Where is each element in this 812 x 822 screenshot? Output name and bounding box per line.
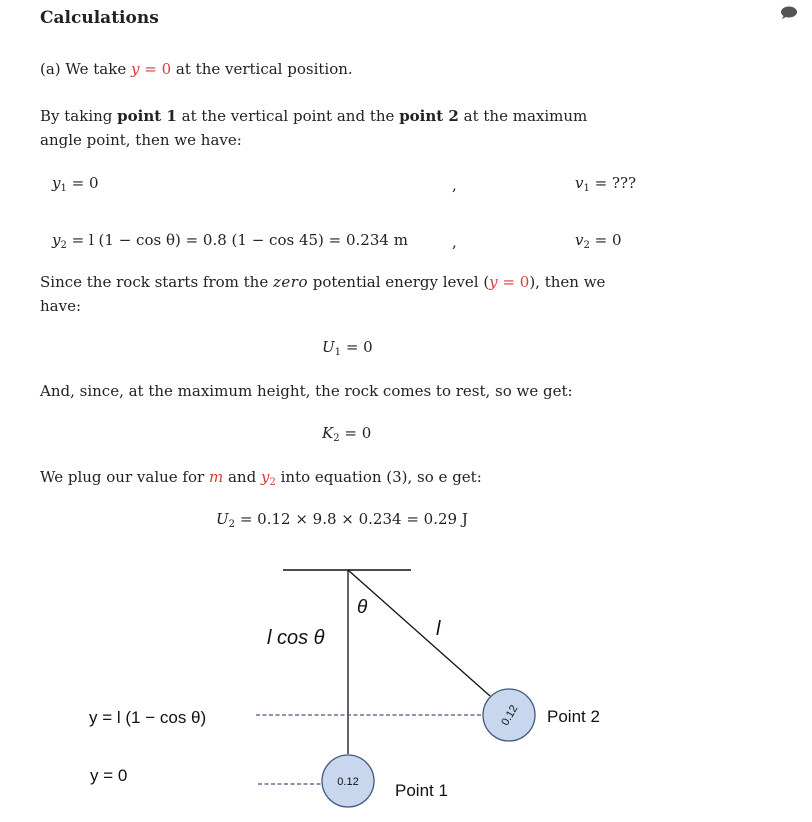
- y-zero-label: y = 0: [90, 766, 128, 785]
- l-label: l: [436, 618, 441, 640]
- part-a-statement: [40, 57, 680, 81]
- since-text-3: ), then we: [529, 273, 606, 291]
- part-a-tail: at the vertical position.: [175, 60, 353, 78]
- intro-text-4: angle point, then we have:: [40, 131, 242, 149]
- point-2-label: Point 2: [547, 707, 600, 726]
- l-cos-theta-label: l cos θ: [267, 627, 325, 649]
- y-formula-label: y = l (1 − cos θ): [89, 708, 207, 727]
- zero-word: zero: [273, 273, 308, 291]
- rest-paragraph: And, since, at the maximum height, the rock comes to rest, so we get:: [40, 382, 573, 400]
- plug-text-2: and: [227, 468, 257, 486]
- intro-text-3: at the maximum: [463, 107, 588, 125]
- eq-zero: = 0: [144, 60, 172, 78]
- u2-symbol: U: [216, 510, 229, 528]
- intro-text-2: at the vertical point and the: [181, 107, 395, 125]
- plug-text-3: into equation (3), so e get:: [280, 468, 482, 486]
- v1-equation: [575, 174, 636, 194]
- v2-value: = 0: [594, 231, 622, 249]
- since-var-y: y: [489, 273, 498, 291]
- theta-label: θ: [357, 597, 368, 618]
- separator-2: ,: [452, 233, 457, 251]
- u2-value: = 0.12 × 9.8 × 0.234 = 0.29 J: [239, 510, 468, 528]
- k2-subscript: 2: [333, 433, 340, 444]
- separator-1: ,: [452, 176, 457, 194]
- y1-value: = 0: [71, 174, 99, 192]
- v1-subscript: 1: [583, 183, 590, 194]
- k2-equation: [322, 424, 371, 444]
- plug-var-m: m: [208, 468, 224, 486]
- intro-text-1: By taking: [40, 107, 113, 125]
- y2-equation: [52, 231, 408, 251]
- since-text-2: potential energy level (: [312, 273, 490, 291]
- since-rock-paragraph: [40, 270, 680, 318]
- plug-var-y2: y: [260, 468, 270, 486]
- point-1-label: Point 1: [395, 781, 448, 800]
- y1-symbol: y: [52, 174, 61, 192]
- mass-label-2: 0.12: [499, 703, 521, 728]
- part-a-label: (a) We take: [40, 60, 127, 78]
- section-title: Calculations: [40, 8, 159, 28]
- u2-equation: [216, 510, 468, 530]
- u2-subscript: 2: [228, 519, 236, 530]
- u1-equation: [322, 338, 373, 358]
- y2-symbol: y: [52, 231, 61, 249]
- y2-subscript: 2: [60, 240, 67, 251]
- v1-symbol: v: [575, 174, 584, 192]
- v2-equation: [575, 231, 622, 251]
- y1-subscript: 1: [60, 183, 67, 194]
- point-2-bold: point 2: [399, 107, 459, 125]
- since-text-4: have:: [40, 297, 82, 315]
- u1-value: = 0: [345, 338, 373, 356]
- plug-var-y2-subscript: 2: [269, 477, 276, 488]
- mass-label-1: 0.12: [337, 776, 359, 788]
- y1-equation: [52, 174, 99, 194]
- y2-value: = l (1 − cos θ) = 0.8 (1 − cos 45) = 0.234 m: [71, 231, 408, 249]
- v1-value: = ???: [594, 174, 637, 192]
- comment-icon[interactable]: [780, 6, 798, 20]
- since-text-1: Since the rock starts from the: [40, 273, 269, 291]
- k2-symbol: K: [322, 424, 334, 442]
- u1-symbol: U: [322, 338, 335, 356]
- plug-paragraph: [40, 465, 680, 495]
- u1-subscript: 1: [334, 347, 342, 358]
- point-1-bold: point 1: [117, 107, 177, 125]
- since-eq-zero: = 0: [502, 273, 530, 291]
- k2-value: = 0: [344, 424, 372, 442]
- angled-string: [348, 570, 490, 696]
- v2-symbol: v: [575, 231, 584, 249]
- intro-paragraph: [40, 104, 680, 152]
- pendulum-diagram: [0, 555, 812, 822]
- plug-text-1: We plug our value for: [40, 468, 205, 486]
- v2-subscript: 2: [583, 240, 590, 251]
- var-y: y: [130, 60, 140, 78]
